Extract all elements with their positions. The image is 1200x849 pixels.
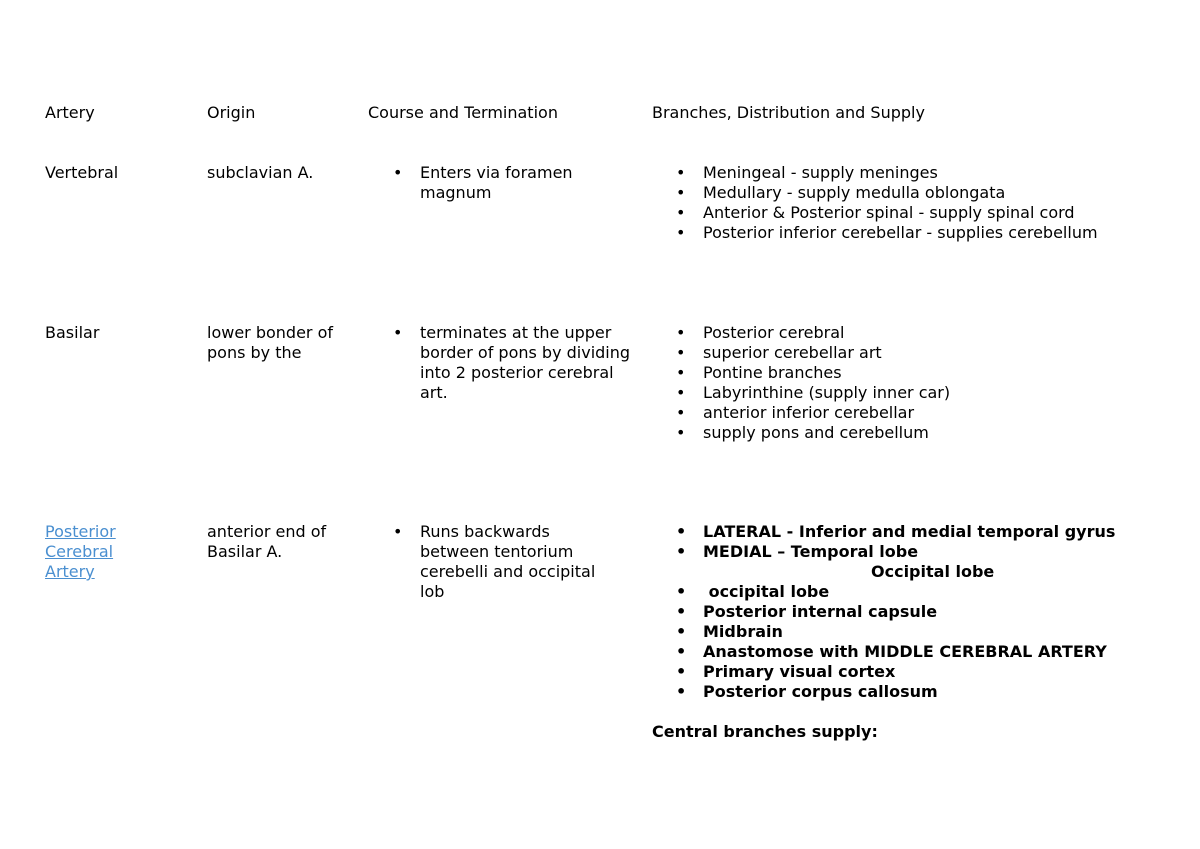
bullet-icon: • — [676, 323, 686, 342]
origin-basilar: lower bonder of pons by the — [207, 323, 333, 362]
list-item: • Runs backwards between tentorium cerebelli and occipital lob — [393, 522, 596, 601]
header-artery: Artery — [45, 103, 95, 122]
medial-continuation: Occipital lobe — [871, 562, 995, 581]
bullet-icon: • — [676, 602, 687, 621]
list-item: • anterior inferior cerebellar — [676, 403, 915, 422]
list-item: • occipital lobe — [676, 582, 830, 601]
list-item: • Pontine branches — [676, 363, 842, 382]
list-item: • Posterior cerebral — [676, 323, 845, 342]
list-item: • Anterior & Posterior spinal - supply spinal cord — [676, 203, 1075, 222]
list-item: • Posterior corpus callosum — [676, 682, 938, 701]
artery-name-posterior-cerebral — [45, 522, 140, 582]
bullet-icon: • — [676, 203, 686, 222]
bullet-icon: • — [676, 622, 687, 641]
list-item: • LATERAL - Inferior and medial temporal gyrus — [676, 522, 1116, 541]
bullet-icon: • — [676, 383, 686, 402]
bullet-icon: • — [676, 163, 686, 182]
bullet-icon: • — [676, 662, 687, 681]
bullet-icon: • — [676, 542, 687, 561]
list-item: • terminates at the upper border of pons by dividing into 2 posterior cerebral art. — [393, 323, 631, 402]
list-item: • MEDIAL – Temporal lobe Occipital lobe — [652, 542, 1192, 582]
bullet-icon: • — [676, 682, 687, 701]
course-posterior-cerebral — [368, 522, 638, 602]
header-course: Course and Termination — [368, 103, 558, 122]
header-origin: Origin — [207, 103, 256, 122]
list-item: • Primary visual cortex — [676, 662, 896, 681]
branches-vertebral — [652, 163, 1192, 243]
list-item: • Meningeal - supply meninges — [676, 163, 938, 182]
posterior-cerebral-artery-link[interactable]: Posterior Cerebral Artery — [45, 522, 116, 581]
list-item: • supply pons and cerebellum — [676, 423, 929, 442]
bullet-icon: • — [393, 163, 403, 182]
list-item: • Enters via foramen magnum — [393, 163, 573, 202]
bullet-icon: • — [393, 323, 403, 342]
central-branches-label: Central branches supply: — [652, 722, 878, 741]
branches-posterior-cerebral — [652, 522, 1192, 702]
course-basilar — [368, 323, 638, 403]
header-branches: Branches, Distribution and Supply — [652, 103, 925, 122]
list-item: • Labyrinthine (supply inner car) — [676, 383, 951, 402]
list-item: • Posterior internal capsule — [676, 602, 938, 621]
bullet-icon: • — [676, 183, 686, 202]
bullet-icon: • — [676, 423, 686, 442]
artery-name-basilar: Basilar — [45, 323, 100, 342]
list-item: • superior cerebellar art — [676, 343, 882, 362]
bullet-icon: • — [676, 522, 687, 541]
origin-vertebral: subclavian A. — [207, 163, 314, 182]
bullet-icon: • — [393, 522, 403, 541]
bullet-icon: • — [676, 223, 686, 242]
bullet-icon: • — [676, 343, 686, 362]
bullet-icon: • — [676, 642, 687, 661]
bullet-icon: • — [676, 582, 687, 601]
bullet-icon: • — [676, 403, 686, 422]
course-vertebral — [368, 163, 638, 203]
branches-basilar — [652, 323, 1192, 443]
list-item: • Medullary - supply medulla oblongata — [676, 183, 1006, 202]
list-item: • Posterior inferior cerebellar - supplies cerebellum — [676, 223, 1098, 242]
bullet-icon: • — [676, 363, 686, 382]
list-item: • Anastomose with MIDDLE CEREBRAL ARTERY — [676, 642, 1107, 661]
artery-name-vertebral: Vertebral — [45, 163, 119, 182]
list-item: • Midbrain — [676, 622, 783, 641]
origin-posterior-cerebral: anterior end of Basilar A. — [207, 522, 327, 561]
